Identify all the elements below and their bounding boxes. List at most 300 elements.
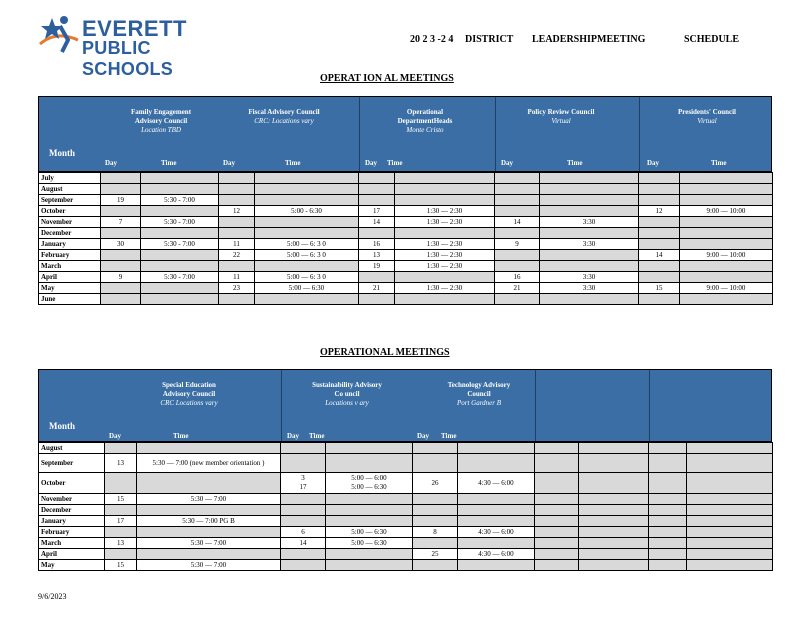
day-cell — [639, 217, 680, 228]
time-cell — [680, 228, 773, 239]
time-cell: 5:30 - 7:00 — [141, 239, 219, 250]
day-cell: 12 — [219, 206, 255, 217]
table-row — [39, 217, 773, 228]
day-cell — [535, 560, 579, 571]
day-cell — [281, 549, 326, 560]
day-cell — [535, 516, 579, 527]
day-cell: 15 — [105, 560, 137, 571]
table-row — [39, 228, 773, 239]
time-cell — [326, 443, 413, 454]
day-cell — [639, 239, 680, 250]
month-cell: November — [39, 494, 105, 505]
time-cell — [579, 549, 649, 560]
day-cell — [639, 272, 680, 283]
day-cell — [495, 261, 540, 272]
day-cell: 30 — [101, 239, 141, 250]
time-cell — [540, 250, 639, 261]
time-cell — [540, 173, 639, 184]
day-cell — [105, 549, 137, 560]
s2-time-h3: Time — [441, 432, 457, 440]
time-cell — [326, 505, 413, 516]
day-cell: 12 — [639, 206, 680, 217]
day-cell — [649, 505, 687, 516]
s1-day-h2: Day — [223, 159, 236, 167]
table-row — [39, 494, 773, 505]
day-cell — [219, 261, 255, 272]
time-cell — [579, 538, 649, 549]
time-cell — [579, 516, 649, 527]
header-schedule: SCHEDULE — [684, 34, 740, 45]
day-cell — [535, 473, 579, 494]
s1-group3: Operational DepartmentHeads Monte Cristo — [397, 108, 453, 134]
month-cell: August — [39, 443, 105, 454]
time-cell — [540, 184, 639, 195]
section2-table — [38, 442, 773, 571]
day-cell — [639, 228, 680, 239]
s2-time-h1: Time — [173, 432, 189, 440]
month-cell: March — [39, 261, 101, 272]
table-row — [39, 239, 773, 250]
time-cell: 5:30 - 7:00 — [141, 217, 219, 228]
day-cell — [413, 516, 458, 527]
time-cell — [141, 250, 219, 261]
day-cell — [649, 443, 687, 454]
s1-group4: Policy Review Council Virtual — [527, 108, 595, 125]
time-cell: 1:30 — 2:30 — [395, 250, 495, 261]
time-cell — [579, 443, 649, 454]
month-cell: July — [39, 173, 101, 184]
day-cell: 8 — [413, 527, 458, 538]
day-cell — [649, 527, 687, 538]
day-cell: 21 — [359, 283, 395, 294]
time-cell — [579, 454, 649, 473]
time-cell — [255, 261, 359, 272]
time-cell — [141, 184, 219, 195]
section1-title: OPERAT ION AL MEETINGS — [320, 73, 454, 84]
time-cell: 5:00 — 6: 3 0 — [255, 250, 359, 261]
time-cell — [395, 228, 495, 239]
section1-table — [38, 172, 773, 305]
table-row — [39, 527, 773, 538]
time-cell — [395, 272, 495, 283]
month-cell: February — [39, 250, 101, 261]
day-cell — [413, 505, 458, 516]
time-cell — [687, 516, 773, 527]
day-cell — [413, 494, 458, 505]
day-cell: 17 — [105, 516, 137, 527]
time-cell: 5:30 — 7:00 — [137, 560, 281, 571]
day-cell — [535, 538, 579, 549]
time-cell — [255, 195, 359, 206]
day-cell: 14 — [495, 217, 540, 228]
day-cell: 16 — [495, 272, 540, 283]
time-cell — [395, 173, 495, 184]
time-cell: 1:30 — 2:30 — [395, 239, 495, 250]
s1-time-h1: Time — [161, 159, 177, 167]
time-cell: 5:30 — 7:00 PG B — [137, 516, 281, 527]
s1-time-h5: Time — [711, 159, 727, 167]
day-cell — [649, 560, 687, 571]
s1-day-h1: Day — [105, 159, 118, 167]
day-cell — [101, 206, 141, 217]
day-cell: 3 17 — [281, 473, 326, 494]
day-cell — [101, 261, 141, 272]
s1-day-h3: Day — [365, 159, 378, 167]
time-cell — [687, 538, 773, 549]
time-cell — [680, 195, 773, 206]
month-cell: March — [39, 538, 105, 549]
s2-day-h3: Day — [417, 432, 430, 440]
table-row — [39, 516, 773, 527]
s1-time-h4: Time — [567, 159, 583, 167]
day-cell: 23 — [219, 283, 255, 294]
table-row — [39, 261, 773, 272]
day-cell — [105, 505, 137, 516]
time-cell — [540, 195, 639, 206]
day-cell — [359, 294, 395, 305]
table-row — [39, 538, 773, 549]
day-cell: 17 — [359, 206, 395, 217]
time-cell — [326, 560, 413, 571]
time-cell: 1:30 — 2:30 — [395, 283, 495, 294]
day-cell: 14 — [639, 250, 680, 261]
time-cell — [687, 473, 773, 494]
time-cell — [255, 294, 359, 305]
day-cell: 9 — [101, 272, 141, 283]
day-cell: 9 — [495, 239, 540, 250]
day-cell: 19 — [359, 261, 395, 272]
table-row — [39, 195, 773, 206]
time-cell: 5:00 — 6:30 — [326, 527, 413, 538]
time-cell — [141, 294, 219, 305]
time-cell — [395, 184, 495, 195]
day-cell — [105, 443, 137, 454]
s2-day-h1: Day — [109, 432, 122, 440]
day-cell: 14 — [359, 217, 395, 228]
time-cell — [680, 184, 773, 195]
time-cell — [141, 261, 219, 272]
day-cell — [535, 454, 579, 473]
footer-date: 9/6/2023 — [38, 592, 67, 601]
month-cell: January — [39, 516, 105, 527]
time-cell — [458, 505, 535, 516]
time-cell — [255, 228, 359, 239]
day-cell: 11 — [219, 272, 255, 283]
time-cell — [395, 195, 495, 206]
time-cell — [687, 549, 773, 560]
table-row — [39, 505, 773, 516]
day-cell — [359, 228, 395, 239]
day-cell — [495, 173, 540, 184]
day-cell — [101, 184, 141, 195]
day-cell — [639, 294, 680, 305]
day-cell — [649, 516, 687, 527]
month-cell: September — [39, 454, 105, 473]
time-cell — [680, 239, 773, 250]
day-cell — [359, 272, 395, 283]
month-cell: November — [39, 217, 101, 228]
day-cell — [359, 173, 395, 184]
day-cell — [281, 494, 326, 505]
day-cell — [101, 228, 141, 239]
time-cell — [680, 272, 773, 283]
time-cell — [141, 173, 219, 184]
day-cell — [101, 250, 141, 261]
s2-month-label: Month — [49, 421, 76, 431]
day-cell — [101, 173, 141, 184]
day-cell — [495, 228, 540, 239]
time-cell — [395, 294, 495, 305]
time-cell — [458, 538, 535, 549]
s2-group3: Technology Advisory Council Port Gardner B — [447, 381, 511, 407]
day-cell — [639, 173, 680, 184]
day-cell: 16 — [359, 239, 395, 250]
time-cell: 5:00 - 6:30 — [255, 206, 359, 217]
day-cell — [495, 195, 540, 206]
day-cell — [101, 294, 141, 305]
month-cell: October — [39, 473, 105, 494]
time-cell: 4:30 — 6:00 — [458, 473, 535, 494]
time-cell — [579, 505, 649, 516]
table-row — [39, 549, 773, 560]
month-cell: October — [39, 206, 101, 217]
time-cell — [137, 473, 281, 494]
time-cell — [579, 527, 649, 538]
time-cell — [326, 549, 413, 560]
time-cell: 4:30 — 6:00 — [458, 527, 535, 538]
time-cell — [687, 454, 773, 473]
table-row — [39, 560, 773, 571]
time-cell — [579, 473, 649, 494]
day-cell — [281, 443, 326, 454]
day-cell — [639, 184, 680, 195]
day-cell: 14 — [281, 538, 326, 549]
table-row — [39, 206, 773, 217]
month-cell: December — [39, 505, 105, 516]
time-cell: 5:30 — 7:00 (new member orientation ) — [137, 454, 281, 473]
day-cell — [649, 494, 687, 505]
month-cell: December — [39, 228, 101, 239]
day-cell — [219, 173, 255, 184]
time-cell: 5:00 — 6:30 — [255, 283, 359, 294]
section2-title: OPERATIONAL MEETINGS — [320, 347, 450, 358]
time-cell — [141, 228, 219, 239]
s1-day-h5: Day — [647, 159, 660, 167]
time-cell — [137, 443, 281, 454]
time-cell — [687, 505, 773, 516]
table-row — [39, 454, 773, 473]
time-cell: 5:00 — 6: 3 0 — [255, 272, 359, 283]
time-cell — [680, 217, 773, 228]
time-cell — [579, 560, 649, 571]
s1-time-h3: Time — [387, 159, 403, 167]
s1-month-label: Month — [49, 148, 76, 158]
day-cell — [413, 560, 458, 571]
day-cell — [219, 195, 255, 206]
s2-time-h2: Time — [309, 432, 325, 440]
time-cell — [540, 228, 639, 239]
day-cell — [535, 494, 579, 505]
day-cell — [281, 560, 326, 571]
day-cell — [649, 549, 687, 560]
month-cell: May — [39, 560, 105, 571]
s1-day-h4: Day — [501, 159, 514, 167]
day-cell: 13 — [105, 454, 137, 473]
table-row — [39, 283, 773, 294]
section1-header — [38, 96, 772, 172]
time-cell — [141, 206, 219, 217]
time-cell — [141, 283, 219, 294]
time-cell: 5:00 — 6: 3 0 — [255, 239, 359, 250]
time-cell — [687, 443, 773, 454]
time-cell: 9:00 — 10:00 — [680, 283, 773, 294]
time-cell: 5:30 - 7:00 — [141, 272, 219, 283]
day-cell — [495, 294, 540, 305]
day-cell — [535, 549, 579, 560]
month-cell: September — [39, 195, 101, 206]
time-cell: 3:30 — [540, 239, 639, 250]
time-cell: 5:30 — 7:00 — [137, 494, 281, 505]
s1-group1: Family Engagement Advisory Council Location TBD — [130, 108, 192, 134]
day-cell: 15 — [105, 494, 137, 505]
day-cell — [495, 250, 540, 261]
time-cell — [680, 261, 773, 272]
header-district: DISTRICT — [465, 34, 514, 45]
time-cell — [137, 527, 281, 538]
day-cell: 21 — [495, 283, 540, 294]
s2-group2: Sustainability Advisory Co uncil Locations v ary — [312, 381, 382, 407]
time-cell — [137, 505, 281, 516]
day-cell — [649, 473, 687, 494]
day-cell — [281, 454, 326, 473]
logo — [38, 12, 238, 79]
time-cell — [579, 494, 649, 505]
time-cell: 1:30 — 2:30 — [395, 206, 495, 217]
day-cell — [105, 527, 137, 538]
time-cell — [458, 454, 535, 473]
time-cell — [687, 494, 773, 505]
day-cell — [535, 505, 579, 516]
time-cell — [687, 527, 773, 538]
section2-header — [38, 369, 772, 442]
time-cell: 5:00 — 6:00 5:00 — 6:30 — [326, 473, 413, 494]
s1-group2: Fiscal Advisory Council CRC: Locations vary — [248, 108, 320, 125]
day-cell — [219, 294, 255, 305]
day-cell — [495, 184, 540, 195]
day-cell — [281, 505, 326, 516]
time-cell — [326, 516, 413, 527]
day-cell — [495, 206, 540, 217]
time-cell — [458, 560, 535, 571]
time-cell: 9:00 — 10:00 — [680, 250, 773, 261]
table-row — [39, 250, 773, 261]
day-cell: 13 — [359, 250, 395, 261]
day-cell: 13 — [105, 538, 137, 549]
day-cell — [101, 283, 141, 294]
s2-group1: Special Education Advisory Council CRC Locations vary — [160, 381, 218, 407]
day-cell — [219, 228, 255, 239]
day-cell — [639, 261, 680, 272]
day-cell — [413, 443, 458, 454]
day-cell — [649, 538, 687, 549]
time-cell: 9:00 — 10:00 — [680, 206, 773, 217]
time-cell: 3:30 — [540, 283, 639, 294]
time-cell — [458, 516, 535, 527]
day-cell — [649, 454, 687, 473]
time-cell — [540, 294, 639, 305]
time-cell — [540, 261, 639, 272]
time-cell — [255, 217, 359, 228]
month-cell: January — [39, 239, 101, 250]
time-cell — [326, 494, 413, 505]
month-cell: April — [39, 549, 105, 560]
time-cell — [326, 454, 413, 473]
time-cell: 5:30 - 7:00 — [141, 195, 219, 206]
day-cell — [359, 184, 395, 195]
time-cell — [458, 443, 535, 454]
s1-time-h2: Time — [285, 159, 301, 167]
day-cell: 25 — [413, 549, 458, 560]
day-cell — [281, 516, 326, 527]
table-row — [39, 272, 773, 283]
day-cell — [535, 443, 579, 454]
time-cell — [687, 560, 773, 571]
s2-day-h2: Day — [287, 432, 300, 440]
logo-line1: EVERETT — [82, 16, 187, 41]
table-row — [39, 173, 773, 184]
day-cell — [535, 527, 579, 538]
time-cell: 5:30 — 7:00 — [137, 538, 281, 549]
time-cell: 3:30 — [540, 217, 639, 228]
logo-line2: PUBLIC SCHOOLS — [82, 38, 174, 79]
day-cell — [359, 195, 395, 206]
day-cell: 7 — [101, 217, 141, 228]
day-cell — [413, 538, 458, 549]
header-year: 20 2 3 -2 4 — [410, 34, 454, 45]
time-cell — [458, 494, 535, 505]
day-cell: 19 — [101, 195, 141, 206]
day-cell: 11 — [219, 239, 255, 250]
time-cell — [680, 294, 773, 305]
s1-group5: Presidents' Council Virtual — [677, 108, 736, 125]
day-cell: 6 — [281, 527, 326, 538]
table-row — [39, 184, 773, 195]
day-cell — [219, 217, 255, 228]
month-cell: August — [39, 184, 101, 195]
time-cell: 4:30 — 6:00 — [458, 549, 535, 560]
time-cell: 5:00 — 6:30 — [326, 538, 413, 549]
time-cell — [255, 184, 359, 195]
day-cell — [413, 454, 458, 473]
time-cell: 1:30 — 2:30 — [395, 217, 495, 228]
table-row — [39, 473, 773, 494]
month-cell: June — [39, 294, 101, 305]
day-cell: 15 — [639, 283, 680, 294]
time-cell — [680, 173, 773, 184]
day-cell — [219, 184, 255, 195]
time-cell — [255, 173, 359, 184]
star-figure-icon — [38, 12, 80, 58]
time-cell: 3:30 — [540, 272, 639, 283]
month-cell: April — [39, 272, 101, 283]
day-cell: 26 — [413, 473, 458, 494]
day-cell — [639, 195, 680, 206]
time-cell — [540, 206, 639, 217]
header-meeting: LEADERSHIPMEETING — [532, 34, 646, 45]
time-cell: 1:30 — 2:30 — [395, 261, 495, 272]
table-row — [39, 443, 773, 454]
day-cell: 22 — [219, 250, 255, 261]
